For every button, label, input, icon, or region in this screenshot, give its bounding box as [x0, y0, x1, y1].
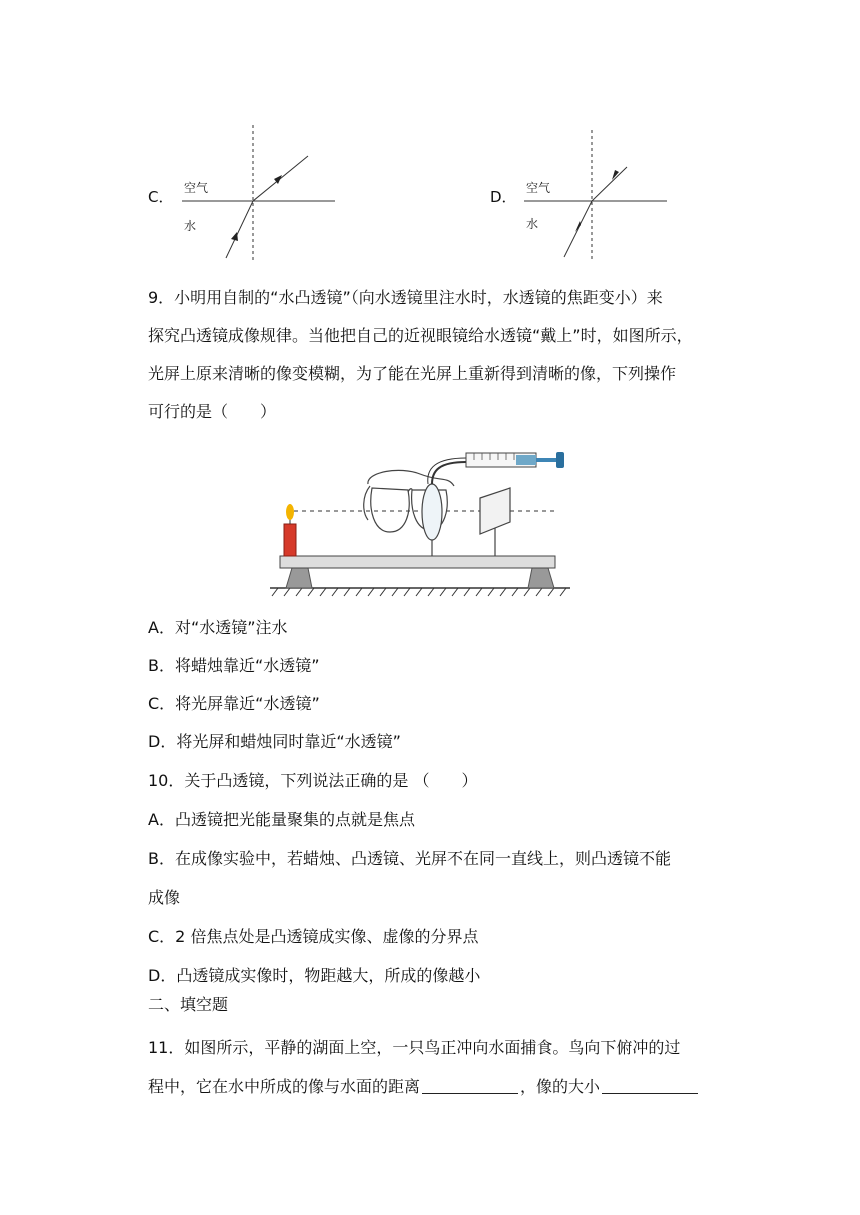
light-screen-icon — [480, 488, 510, 534]
q9-stem-line-3: 光屏上原来清晰的像变模糊，为了能在光屏上重新得到清晰的像，下列操作 — [148, 364, 677, 383]
q11-text-b: ，像的大小 — [520, 1077, 601, 1096]
q9-stem-line-1: 9．小明用自制的“水凸透镜”（向水透镜里注水时，水透镜的焦距变小）来 — [148, 288, 663, 307]
fig-d-arrow-icon — [575, 221, 581, 232]
q9-optical-bench-figure — [270, 440, 580, 600]
fig-c-water-label: 水 — [184, 219, 197, 233]
section-title: 二、填空题 — [148, 995, 229, 1014]
q10-option-b-cont: 成像 — [148, 888, 181, 907]
fig-c-air-label: 空气 — [184, 181, 209, 195]
fig-d-air-label: 空气 — [526, 181, 551, 195]
q10-option-b: B．在成像实验中，若蜡烛、凸透镜、光屏不在同一直线上，则凸透镜不能 — [148, 849, 671, 868]
q9-option-c: C．将光屏靠近“水透镜” — [148, 694, 320, 713]
q11-text-a: 程中，它在水中所成的像与水面的距离 — [148, 1077, 421, 1096]
q10-option-a: A．凸透镜把光能量聚集的点就是焦点 — [148, 810, 415, 829]
q11-stem-line-2 — [148, 1077, 700, 1097]
q11-blank-size[interactable] — [602, 1078, 698, 1094]
q9-stem-line-2: 探究凸透镜成像规律。当他把自己的近视眼镜给水透镜“戴上”时，如图所示， — [148, 326, 693, 345]
fig-c-refraction-diagram — [170, 120, 350, 265]
q10-stem: 10．关于凸透镜，下列说法正确的是 （ ） — [148, 771, 478, 790]
flame-icon — [286, 504, 294, 520]
candle-icon — [284, 524, 296, 556]
q11-stem-line-1: 11．如图所示，平静的湖面上空，一只鸟正冲向水面捕食。鸟向下俯冲的过 — [148, 1038, 681, 1057]
fig-d-label: D． — [490, 188, 517, 206]
q10-option-c: C．2 倍焦点处是凸透镜成实像、虚像的分界点 — [148, 927, 479, 946]
q10-option-d: D．凸透镜成实像时，物距越大，所成的像越小 — [148, 966, 481, 985]
q9-option-a: A．对“水透镜”注水 — [148, 618, 288, 637]
fig-c-arrow-icon — [231, 232, 238, 241]
q9-stem-line-4: 可行的是（ ） — [148, 402, 277, 421]
q9-option-d: D．将光屏和蜡烛同时靠近“水透镜” — [148, 732, 401, 751]
fig-d-water-label: 水 — [526, 217, 539, 231]
water-lens-icon — [422, 484, 442, 540]
fig-d-refraction-diagram — [512, 125, 682, 265]
q9-option-b: B．将蜡烛靠近“水透镜” — [148, 656, 320, 675]
q11-blank-distance[interactable] — [422, 1078, 518, 1094]
fig-c-label: C． — [148, 188, 174, 206]
